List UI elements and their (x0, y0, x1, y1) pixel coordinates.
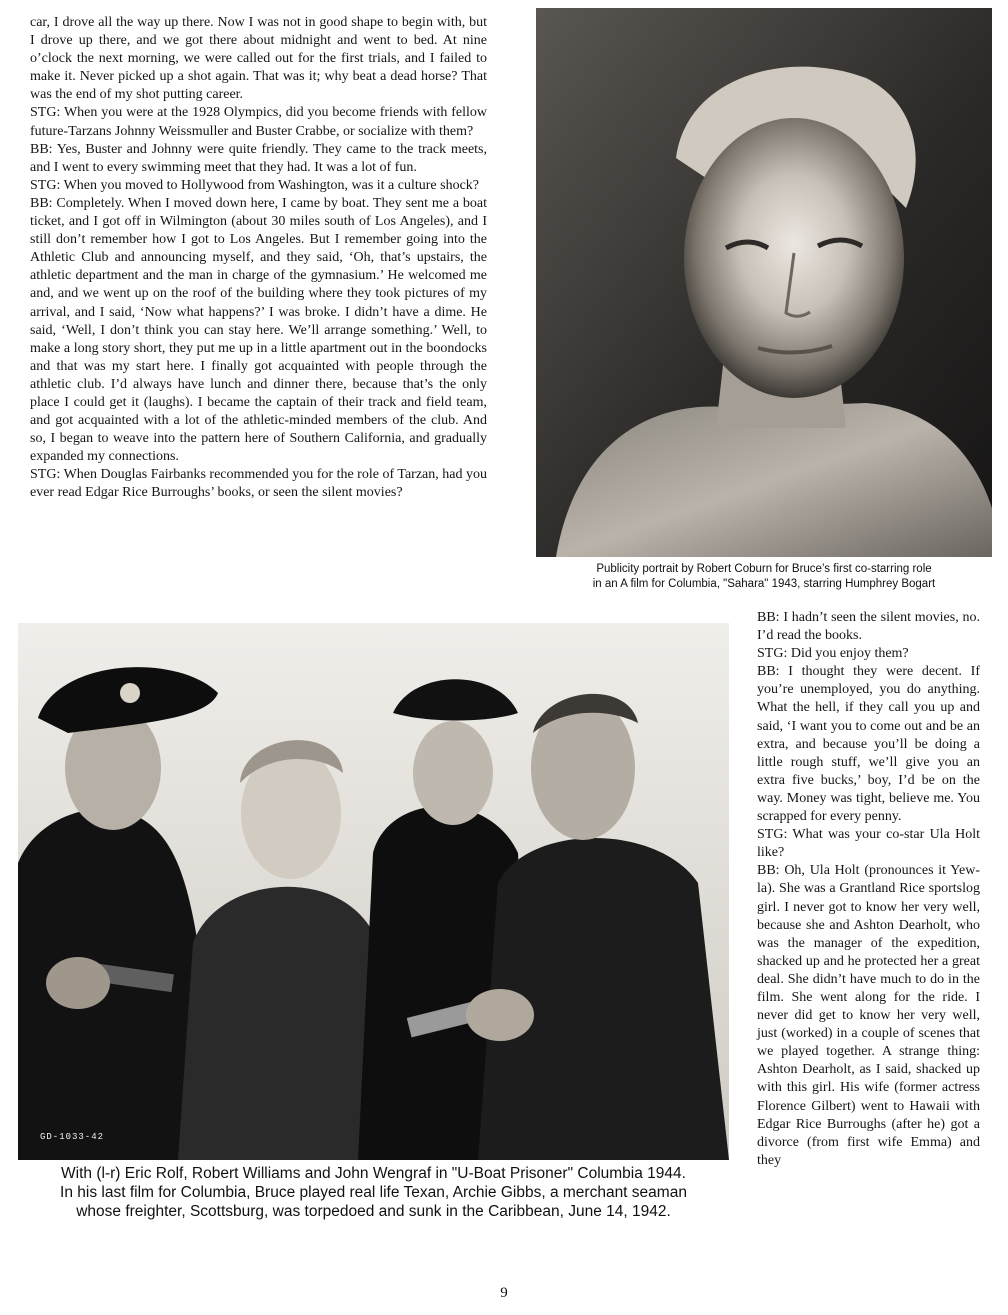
paragraph: STG: When you were at the 1928 Olympics, did you become friends with fellow future-Tarzans Johnny Weissmuller and Buster Crabbe, or socialize with them? (30, 105, 487, 139)
caption-line: In his last film for Columbia, Bruce played real life Texan, Archie Gibbs, a merchant seaman (60, 1184, 687, 1201)
movie-still-photo (18, 623, 729, 1160)
paragraph: STG: Did you enjoy them? (757, 646, 909, 662)
paragraph: BB: Yes, Buster and Johnny were quite friendly. They came to the track meets, and I went to every swimming meet that they had. It was a lot of fun. (30, 141, 487, 175)
caption-line: Publicity portrait by Robert Coburn for Bruce’s first co-starring role (596, 563, 932, 575)
paragraph: car, I drove all the way up there. Now I was not in good shape to begin with, but I drove up there, and we got there about midnight and went to bed. At nine o’clock the next morning, we were called out for the first trials, and I failed to make it. Never picked up a shot again. That was it; why beat a dead horse? That was the end of my shot putting career. (30, 15, 487, 103)
paragraph: STG: When you moved to Hollywood from Washington, was it a culture shock? (30, 177, 480, 193)
paragraph: STG: When Douglas Fairbanks recommended you for the role of Tarzan, had you ever read Edgar Rice Burroughs’ books, or seen the silent movies? (30, 467, 487, 501)
paragraph: BB: I hadn’t seen the silent movies, no. I’d read the books. (757, 610, 980, 644)
left-text-column (30, 14, 487, 503)
photo-negative-mark: GD-1033-42 (40, 1132, 105, 1142)
page-number: 9 (500, 1285, 508, 1301)
portrait-caption (536, 562, 992, 592)
portrait-illustration (536, 8, 992, 557)
portrait-photo (536, 8, 992, 557)
caption-line: in an A film for Columbia, "Sahara" 1943, starring Humphrey Bogart (592, 578, 936, 590)
caption-line: whose freighter, Scottsburg, was torpedoed and sunk in the Caribbean, June 14, 1942. (76, 1203, 671, 1220)
movie-still-caption (18, 1164, 729, 1221)
paragraph: BB: Oh, Ula Holt (pronounces it Yew-la). She was a Grantland Rice sportslog girl. I never got to know her very well, because she and Ashton Dearholt, who was the manager of the expedition, shacked up and he protected her a great deal. She didn’t have much to do in the film. She went along for the ride. I never did get to know her very well, just (worked) in a couple of scenes that we played together. A strange thing: Ashton Dearholt, as I said, shacked up with this girl. His wife (former actress Florence Gilbert) went to Hawaii with Edgar Rice Burroughs (after he) got a divorce (from first wife Emma) and they (757, 863, 980, 1168)
paragraph: BB: Completely. When I moved down here, I came by boat. They sent me a boat ticket, and I got off in Wilmington (about 30 miles south of Los Angeles), and I still don’t remember how I got to Los Angeles. But I remember going into the Athletic Club and announcing myself, and they said, ‘Oh, that’s upstairs, the athletic department and the man in charge of the gymnasium.’ He welcomed me and, and we went up on the roof of the building where they took pictures of my arrival, and I said, ‘Now what happens?’ I was broke. I didn’t have a dime. He said, ‘Well, I don’t think you can stay here. We’ll arrange something.’ Well, to make a long story short, they put me up in a little apartment out in the boondocks and that was my start here. I finally got acquainted with people through the athletic club. I’d always have lunch and dinner there, because that’s the only place I could get it (laughs). I became the captain of their track and field team, and got acquainted with a lot of the athletic-minded members of the club. And so, I began to weave into the pattern here of Southern California, and gradually expanded my connections. (30, 195, 487, 465)
right-text-column (757, 609, 980, 1170)
paragraph: STG: What was your co-star Ula Holt like? (757, 827, 980, 861)
paragraph: BB: I thought they were decent. If you’re unemployed, you do anything. What the hell, if they call you up and said, ‘I want you to come out and be an extra, and because you’ll be doing a little rough stuff, we’ll give you an extra five bucks,’ boy, I’d be on the way. Money was tight, believe me. You scrapped for every penny. (757, 664, 980, 825)
movie-still-illustration (18, 623, 729, 1160)
caption-line: With (l-r) Eric Rolf, Robert Williams and John Wengraf in "U-Boat Prisoner" Columbia 1944. (61, 1165, 686, 1182)
